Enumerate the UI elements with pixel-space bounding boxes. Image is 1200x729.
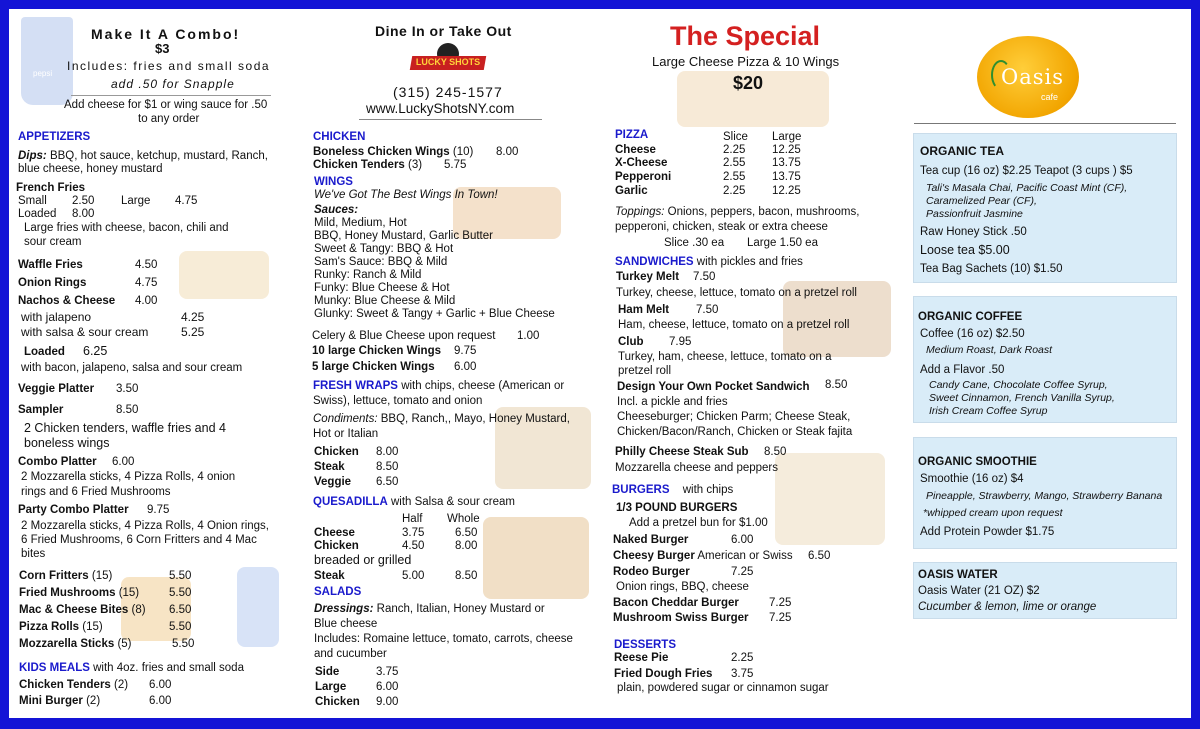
- veggie-platter-price: 3.50: [116, 383, 139, 395]
- sauce-line: BBQ, Honey Mustard, Garlic Butter: [314, 230, 493, 242]
- turkey-melt: Turkey Melt: [616, 271, 680, 283]
- oasis-logo-text: Oasis: [1001, 65, 1065, 89]
- toppings-large-price: Large 1.50 ea: [747, 237, 818, 249]
- ham-melt: Ham Melt: [618, 304, 670, 316]
- fried-dough-fries-price: 3.75: [731, 668, 754, 680]
- salad-dressings2: Blue cheese: [314, 618, 378, 630]
- special-subtitle: Large Cheese Pizza & 10 Wings: [652, 54, 840, 69]
- oasis-logo-sub: cafe: [1041, 92, 1059, 102]
- pizza-row-slice: 2.55: [723, 171, 746, 183]
- turkey-melt-desc: Turkey, cheese, lettuce, tomato on a pretzel roll: [616, 287, 857, 299]
- quesadilla-steak-half: 5.00: [402, 570, 425, 582]
- veggie-platter: Veggie Platter: [18, 383, 95, 395]
- pizza-row-large: 12.25: [772, 144, 801, 156]
- philly-desc: Mozzarella cheese and peppers: [615, 462, 779, 474]
- protein-powder: Add Protein Powder $1.75: [920, 526, 1055, 538]
- water-title: OASIS WATER: [918, 569, 998, 581]
- fried-dough-desc: plain, powdered sugar or cinnamon sugar: [617, 682, 829, 694]
- party-desc3: bites: [21, 548, 46, 560]
- chicken-tenders-price: 5.75: [444, 159, 467, 171]
- desserts-heading: DESSERTS: [614, 639, 676, 651]
- pizza-row-slice: 2.55: [723, 157, 746, 169]
- combo-cheese-line2: to any order: [138, 113, 200, 125]
- pizza-slice-header: Slice: [723, 131, 748, 143]
- ff-desc2: sour cream: [24, 236, 82, 248]
- onion-rings: Onion Rings: [18, 277, 87, 289]
- salad-chicken: Chicken: [315, 696, 360, 708]
- quesadilla-half: Half: [402, 513, 423, 525]
- coffee-title: ORGANIC COFFEE: [918, 311, 1023, 323]
- rodeo-burger-price: 7.25: [731, 566, 754, 578]
- dips-line: Dips: BBQ, hot sauce, ketchup, mustard, Ranch,: [18, 150, 268, 162]
- pepsi-cup-image: [237, 567, 279, 647]
- whipped-cream-note: *whipped cream upon request: [923, 507, 1063, 519]
- combo-platter-desc1: 2 Mozzarella sticks, 4 Pizza Rolls, 4 onion: [21, 471, 236, 483]
- loaded-nachos: Loaded: [24, 346, 65, 358]
- fried-dough-fries: Fried Dough Fries: [614, 668, 713, 680]
- kids-chicken-tenders-price: 6.00: [149, 679, 172, 691]
- coffee-syrups2: Sweet Cinnamon, French Vanilla Syrup,: [929, 392, 1115, 404]
- nachos-jalapeno: with jalapeno: [21, 310, 92, 324]
- party-combo: Party Combo Platter: [18, 504, 129, 516]
- combo-price: $3: [155, 41, 170, 56]
- soda-cup-image: [21, 17, 73, 105]
- honey-stick: Raw Honey Stick .50: [920, 226, 1027, 238]
- nachos-salsa-price: 5.25: [181, 325, 205, 339]
- coffee-flavor: Add a Flavor .50: [920, 364, 1005, 376]
- celery-line: Celery & Blue Cheese upon request: [312, 330, 496, 342]
- sauce-line: Funky: Blue Cheese & Hot: [314, 282, 450, 294]
- club: Club: [618, 336, 644, 348]
- salad-includes: Includes: Romaine lettuce, tomato, carrots, cheese: [314, 633, 573, 645]
- kids-meals: KIDS MEALS with 4oz. fries and small soda: [19, 662, 244, 674]
- fried-mushrooms-price: 5.50: [169, 587, 192, 599]
- ff-large: Large: [121, 195, 151, 207]
- tea-title: ORGANIC TEA: [920, 144, 1004, 158]
- design-desc2: Cheeseburger; Chicken Parm; Cheese Steak,: [617, 411, 851, 423]
- toppings-slice-price: Slice .30 ea: [664, 237, 725, 249]
- water-flavors: Cucumber & lemon, lime or orange: [918, 601, 1097, 613]
- salad-side: Side: [315, 666, 340, 678]
- pizza-rolls-price: 5.50: [169, 621, 192, 633]
- dips-line2: blue cheese, honey mustard: [18, 163, 163, 175]
- mac-cheese-bites: Mac & Cheese Bites (8): [19, 604, 146, 616]
- quesadilla-chicken: Chicken: [314, 540, 359, 552]
- ff-loaded: Loaded: [18, 208, 57, 220]
- sauces-label: Sauces:: [314, 204, 359, 216]
- turkey-melt-price: 7.50: [693, 271, 716, 283]
- philly-sub: Philly Cheese Steak Sub: [615, 446, 749, 458]
- club-desc2: pretzel roll: [618, 365, 672, 377]
- smoothie-flavors: Pineapple, Strawberry, Mango, Strawberry Banana: [926, 490, 1163, 502]
- bacon-cheddar-burger: Bacon Cheddar Burger: [613, 597, 739, 609]
- pizza-large-header: Large: [772, 131, 802, 143]
- waffle-fries: Waffle Fries: [18, 259, 83, 271]
- salad-includes2: and cucumber: [314, 648, 387, 660]
- quesadilla: QUESADILLA with Salsa & sour cream: [313, 496, 515, 508]
- pizza-heading: PIZZA: [615, 129, 649, 141]
- onion-rings-price: 4.75: [135, 277, 158, 289]
- quesadilla-breaded: breaded or grilled: [314, 553, 412, 567]
- sauce-line: Munky: Blue Cheese & Mild: [314, 295, 456, 307]
- tea-flavors3: Passionfruit Jasmine: [926, 208, 1023, 220]
- oasis-divider: [914, 123, 1176, 124]
- pizza-row-name: Cheese: [615, 144, 656, 156]
- wrap-chicken: Chicken: [314, 446, 359, 458]
- wings-heading: WINGS: [314, 176, 353, 188]
- salad-large-price: 6.00: [376, 681, 399, 693]
- sauce-line: Sam's Sauce: BBQ & Mild: [314, 256, 448, 268]
- wraps-condiments2: Hot or Italian: [313, 428, 379, 440]
- ff-loaded-price: 8.00: [72, 208, 95, 220]
- ten-wings-price: 9.75: [454, 345, 477, 357]
- loaded-nachos-price: 6.25: [83, 344, 108, 358]
- design-sandwich: Design Your Own Pocket Sandwich: [617, 381, 810, 393]
- organic-tea-panel: [913, 133, 1177, 283]
- cheesy-burger-price: 6.50: [808, 550, 831, 562]
- ff-small: Small: [18, 195, 47, 207]
- sampler-desc1: 2 Chicken tenders, waffle fries and 4: [24, 421, 226, 435]
- special-title: The Special: [670, 21, 821, 51]
- combo-includes: Includes: fries and small soda: [67, 59, 271, 73]
- combo-platter-price: 6.00: [112, 456, 135, 468]
- sauce-line: Sweet & Tangy: BBQ & Hot: [314, 243, 454, 255]
- pizza-row-slice: 2.25: [723, 185, 746, 197]
- naked-burger-price: 6.00: [731, 534, 754, 546]
- kids-mini-burger: Mini Burger (2): [19, 695, 101, 707]
- soda-cup-label: pepsi: [33, 69, 53, 78]
- party-combo-price: 9.75: [147, 504, 170, 516]
- french-fries: French Fries: [16, 182, 86, 194]
- pound-burgers: 1/3 POUND BURGERS: [616, 502, 738, 514]
- nachos: Nachos & Cheese: [18, 295, 116, 307]
- chicken-tenders: Chicken Tenders (3): [313, 159, 423, 171]
- pizza-row-large: 12.25: [772, 185, 801, 197]
- mozzarella-sticks-price: 5.50: [172, 638, 195, 650]
- loaded-desc: with bacon, jalapeno, salsa and sour cream: [21, 362, 243, 374]
- chicken-heading: CHICKEN: [313, 131, 366, 143]
- celery-price: 1.00: [517, 330, 540, 342]
- wings-tagline: We've Got The Best Wings In Town!: [314, 189, 498, 201]
- five-wings-price: 6.00: [454, 361, 477, 373]
- ham-melt-desc: Ham, cheese, lettuce, tomato on a pretzel roll: [618, 319, 850, 331]
- water-line: Oasis Water (21 OZ) $2: [918, 585, 1040, 597]
- lucky-shots-logo-text: LUCKY SHOTS: [415, 57, 481, 67]
- philly-sub-price: 8.50: [764, 446, 787, 458]
- club-desc: Turkey, ham, cheese, lettuce, tomato on a: [618, 351, 832, 363]
- ham-melt-price: 7.50: [696, 304, 719, 316]
- mozzarella-sticks: Mozzarella Sticks (5): [19, 638, 132, 650]
- sauce-line: Glunky: Sweet & Tangy + Garlic + Blue Cheese: [314, 308, 555, 320]
- quesadilla-whole: Whole: [447, 513, 480, 525]
- nachos-salsa: with salsa & sour cream: [21, 325, 149, 339]
- pizza-row-name: Pepperoni: [615, 171, 672, 183]
- combo-title: Make It A Combo!: [91, 26, 241, 42]
- design-sandwich-price: 8.50: [825, 379, 848, 391]
- reese-pie-price: 2.25: [731, 652, 754, 664]
- coffee-syrups: Candy Cane, Chocolate Coffee Syrup,: [929, 379, 1108, 391]
- corn-fritters-price: 5.50: [169, 570, 192, 582]
- quesadilla-cheese: Cheese: [314, 527, 355, 539]
- waffle-fries-price: 4.50: [135, 259, 158, 271]
- pizza-row-slice: 2.25: [723, 144, 746, 156]
- boneless-wings-price: 8.00: [496, 146, 519, 158]
- sampler-price: 8.50: [116, 404, 139, 416]
- combo-cheese-line1: Add cheese for $1 or wing sauce for .50: [64, 99, 268, 111]
- sampler: Sampler: [18, 404, 64, 416]
- ten-wings: 10 large Chicken Wings: [312, 345, 441, 357]
- combo-snapple: add .50 for Snapple: [111, 77, 235, 91]
- wrap-steak-price: 8.50: [376, 461, 399, 473]
- dine-divider: [359, 119, 542, 120]
- philly-image: [775, 453, 885, 545]
- sampler-desc2: boneless wings: [24, 436, 110, 450]
- tea-flavors: Tali's Masala Chai, Pacific Coast Mint (CF),: [926, 182, 1128, 194]
- sauce-line: Runky: Ranch & Mild: [314, 269, 422, 281]
- salad-chicken-price: 9.00: [376, 696, 399, 708]
- quesadilla-chicken-half: 4.50: [402, 540, 425, 552]
- smoothie-cup: Smoothie (16 oz) $4: [920, 473, 1024, 485]
- wraps-desc2: Swiss), lettuce, tomato and onion: [313, 395, 483, 407]
- wrap-veggie: Veggie: [314, 476, 352, 488]
- smoothie-title: ORGANIC SMOOTHIE: [918, 456, 1037, 468]
- coffee-cup: Coffee (16 oz) $2.50: [920, 328, 1025, 340]
- five-wings: 5 large Chicken Wings: [312, 361, 435, 373]
- mushroom-swiss-burger-price: 7.25: [769, 612, 792, 624]
- appetizers-heading: APPETIZERS: [18, 131, 91, 143]
- tea-flavors2: Caramelized Pear (CF),: [926, 195, 1037, 207]
- reese-pie: Reese Pie: [614, 652, 669, 664]
- design-desc3: Chicken/Bacon/Ranch, Chicken or Steak fajita: [617, 426, 853, 438]
- quesadilla-image: [483, 517, 589, 599]
- kids-mini-burger-price: 6.00: [149, 695, 172, 707]
- tea-cup: Tea cup (16 oz) $2.25 Teapot (3 cups ) $5: [920, 165, 1133, 177]
- pizza-toppings: Toppings: Onions, peppers, bacon, mushrooms,: [615, 206, 860, 218]
- oasis-water-panel: [913, 562, 1177, 619]
- coffee-syrups3: Irish Cream Coffee Syrup: [929, 405, 1048, 417]
- pizza-row-name: X-Cheese: [615, 157, 668, 169]
- pizza-row-large: 13.75: [772, 171, 801, 183]
- ff-small-price: 2.50: [72, 195, 95, 207]
- quesadilla-steak: Steak: [314, 570, 345, 582]
- pizza-row-large: 13.75: [772, 157, 801, 169]
- kids-chicken-tenders: Chicken Tenders (2): [19, 679, 129, 691]
- fresh-wraps: FRESH WRAPS with chips, cheese (American or: [313, 380, 565, 392]
- wrap-veggie-price: 6.50: [376, 476, 399, 488]
- party-desc1: 2 Mozzarella sticks, 4 Pizza Rolls, 4 Onion rings,: [21, 520, 269, 532]
- rodeo-desc: Onion rings, BBQ, cheese: [616, 581, 749, 593]
- wrap-chicken-price: 8.00: [376, 446, 399, 458]
- ff-desc1: Large fries with cheese, bacon, chili and: [24, 222, 229, 234]
- salad-large: Large: [315, 681, 347, 693]
- wraps-condiments: Condiments: BBQ, Ranch,, Mayo, Honey Mustard,: [313, 413, 570, 425]
- pizza-rolls: Pizza Rolls (15): [19, 621, 103, 633]
- special-price: $20: [733, 73, 764, 93]
- salads-heading: SALADS: [314, 586, 362, 598]
- corn-fritters: Corn Fritters (15): [19, 570, 113, 582]
- boneless-wings: Boneless Chicken Wings (10): [313, 146, 474, 158]
- fries-image: [179, 251, 269, 299]
- pretzel-bun: Add a pretzel bun for $1.00: [629, 517, 768, 529]
- organic-smoothie-panel: [913, 437, 1177, 549]
- club-price: 7.95: [669, 336, 692, 348]
- bacon-cheddar-burger-price: 7.25: [769, 597, 792, 609]
- nachos-jalapeno-price: 4.25: [181, 310, 205, 324]
- design-desc: Incl. a pickle and fries: [617, 396, 728, 408]
- pizza-row-name: Garlic: [615, 185, 648, 197]
- wrap-steak: Steak: [314, 461, 345, 473]
- cheesy-burger: Cheesy Burger American or Swiss: [613, 550, 793, 562]
- website[interactable]: www.LuckyShotsNY.com: [366, 101, 515, 116]
- mushroom-swiss-burger: Mushroom Swiss Burger: [613, 612, 749, 624]
- quesadilla-cheese-half: 3.75: [402, 527, 425, 539]
- sauce-line: Mild, Medium, Hot: [314, 217, 407, 229]
- party-desc2: 6 Fried Mushrooms, 6 Corn Fritters and 4 Mac: [21, 534, 257, 546]
- rodeo-burger: Rodeo Burger: [613, 566, 690, 578]
- combo-platter-desc2: rings and 6 Fried Mushrooms: [21, 486, 171, 498]
- dine-in-title: Dine In or Take Out: [375, 23, 512, 39]
- mac-cheese-bites-price: 6.50: [169, 604, 192, 616]
- lucky-shots-logo: [407, 43, 489, 85]
- combo-platter: Combo Platter: [18, 456, 97, 468]
- oasis-logo: [977, 36, 1079, 118]
- salad-dressings: Dressings: Ranch, Italian, Honey Mustard or: [314, 603, 545, 615]
- burgers: BURGERS with chips: [612, 484, 734, 496]
- nachos-price: 4.00: [135, 295, 158, 307]
- quesadilla-cheese-whole: 6.50: [455, 527, 478, 539]
- sandwiches: SANDWICHES with pickles and fries: [615, 256, 803, 268]
- naked-burger: Naked Burger: [613, 534, 689, 546]
- coffee-roast: Medium Roast, Dark Roast: [926, 344, 1053, 356]
- tea-bags: Tea Bag Sachets (10) $1.50: [920, 263, 1063, 275]
- fried-mushrooms: Fried Mushrooms (15): [19, 587, 140, 599]
- loose-tea: Loose tea $5.00: [920, 243, 1010, 257]
- quesadilla-chicken-whole: 8.00: [455, 540, 478, 552]
- salad-side-price: 3.75: [376, 666, 399, 678]
- phone-number: (315) 245-1577: [393, 84, 503, 100]
- pizza-toppings2: pepperoni, chicken, steak or extra cheese: [615, 221, 828, 233]
- organic-coffee-panel: [913, 296, 1177, 423]
- quesadilla-steak-whole: 8.50: [455, 570, 478, 582]
- ff-large-price: 4.75: [175, 195, 198, 207]
- combo-divider: [71, 95, 271, 96]
